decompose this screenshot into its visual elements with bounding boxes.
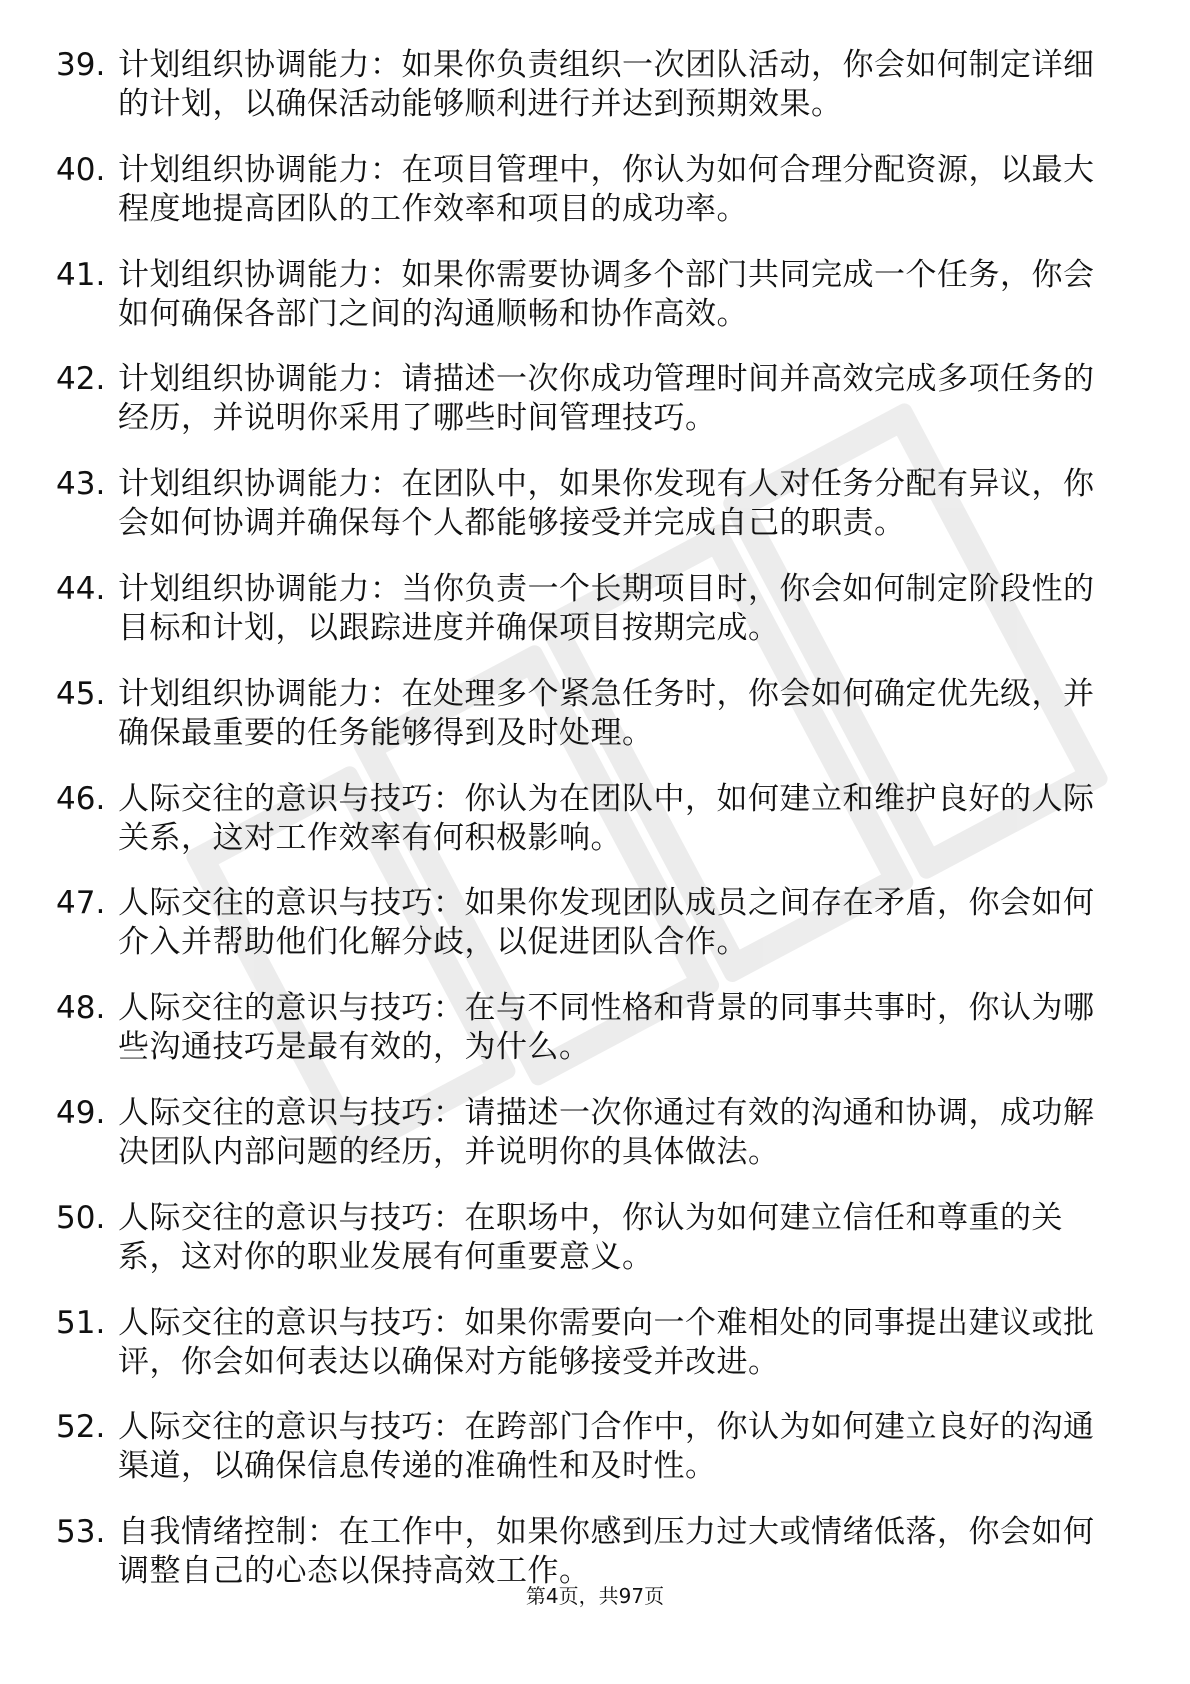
question-number: 39. xyxy=(56,47,106,83)
list-item xyxy=(56,884,1116,970)
question-number: 51. xyxy=(56,1304,106,1341)
question-text: 自我情绪控制：在工作中，如果你感到压力过大或情绪低落，你会如何调整自己的心态以保持高效工作。 xyxy=(118,1514,1095,1590)
question-number: 44. xyxy=(56,570,106,607)
question-list xyxy=(56,46,1116,1618)
question-text: 计划组织协调能力：如果你需要协调多个部门共同完成一个任务，你会如何确保各部门之间的沟通顺畅和协作高效。 xyxy=(118,256,1095,332)
question-text: 计划组织协调能力：在团队中，如果你发现有人对任务分配有异议，你会如何协调并确保每个人都能够接受并完成自己的职责。 xyxy=(118,466,1095,542)
question-number: 52. xyxy=(56,1409,106,1446)
question-number: 47. xyxy=(56,885,106,922)
question-text: 人际交往的意识与技巧：在与不同性格和背景的同事共事时，你认为哪些沟通技巧是最有效的，为什么。 xyxy=(118,990,1095,1066)
question-text: 计划组织协调能力：在项目管理中，你认为如何合理分配资源，以最大程度地提高团队的工作效率和项目的成功率。 xyxy=(118,151,1095,227)
question-text: 人际交往的意识与技巧：如果你发现团队成员之间存在矛盾，你会如何介入并帮助他们化解分歧，以促进团队合作。 xyxy=(118,885,1095,961)
list-item xyxy=(56,256,1116,342)
question-number: 46. xyxy=(56,780,106,817)
question-number: 48. xyxy=(56,990,106,1027)
question-number: 43. xyxy=(56,466,106,503)
question-number: 40. xyxy=(56,151,106,188)
question-text: 人际交往的意识与技巧：你认为在团队中，如何建立和维护良好的人际关系，这对工作效率有何积极影响。 xyxy=(118,780,1095,856)
page-number-footer: 第4页，共97页 xyxy=(525,1584,665,1608)
question-text: 计划组织协调能力：当你负责一个长期项目时，你会如何制定阶段性的目标和计划，以跟踪进度并确保项目按期完成。 xyxy=(118,570,1095,646)
list-item xyxy=(56,465,1116,551)
list-item xyxy=(56,46,1116,132)
list-item xyxy=(56,989,1116,1075)
list-item xyxy=(56,1408,1116,1494)
list-item xyxy=(56,570,1116,656)
question-text: 计划组织协调能力：如果你负责组织一次团队活动，你会如何制定详细的计划，以确保活动能够顺利进行并达到预期效果。 xyxy=(118,47,1095,122)
list-item xyxy=(56,1094,1116,1180)
question-number: 53. xyxy=(56,1514,106,1551)
question-number: 42. xyxy=(56,361,106,398)
question-text: 人际交往的意识与技巧：在跨部门合作中，你认为如何建立良好的沟通渠道，以确保信息传递的准确性和及时性。 xyxy=(118,1409,1095,1485)
question-number: 49. xyxy=(56,1094,106,1131)
question-text: 计划组织协调能力：在处理多个紧急任务时，你会如何确定优先级，并确保最重要的任务能够得到及时处理。 xyxy=(118,675,1095,751)
question-number: 50. xyxy=(56,1199,106,1236)
question-text: 人际交往的意识与技巧：在职场中，你认为如何建立信任和尊重的关系，这对你的职业发展有何重要意义。 xyxy=(118,1199,1063,1275)
list-item xyxy=(56,675,1116,761)
list-item xyxy=(56,360,1116,446)
question-number: 45. xyxy=(56,675,106,712)
question-text: 人际交往的意识与技巧：请描述一次你通过有效的沟通和协调，成功解决团队内部问题的经历，并说明你的具体做法。 xyxy=(118,1094,1095,1170)
list-item xyxy=(56,780,1116,866)
list-item xyxy=(56,1199,1116,1285)
question-number: 41. xyxy=(56,256,106,293)
list-item xyxy=(56,1304,1116,1390)
question-text: 人际交往的意识与技巧：如果你需要向一个难相处的同事提出建议或批评，你会如何表达以确保对方能够接受并改进。 xyxy=(118,1304,1095,1380)
list-item xyxy=(56,151,1116,237)
question-text: 计划组织协调能力：请描述一次你成功管理时间并高效完成多项任务的经历，并说明你采用了哪些时间管理技巧。 xyxy=(118,361,1095,437)
